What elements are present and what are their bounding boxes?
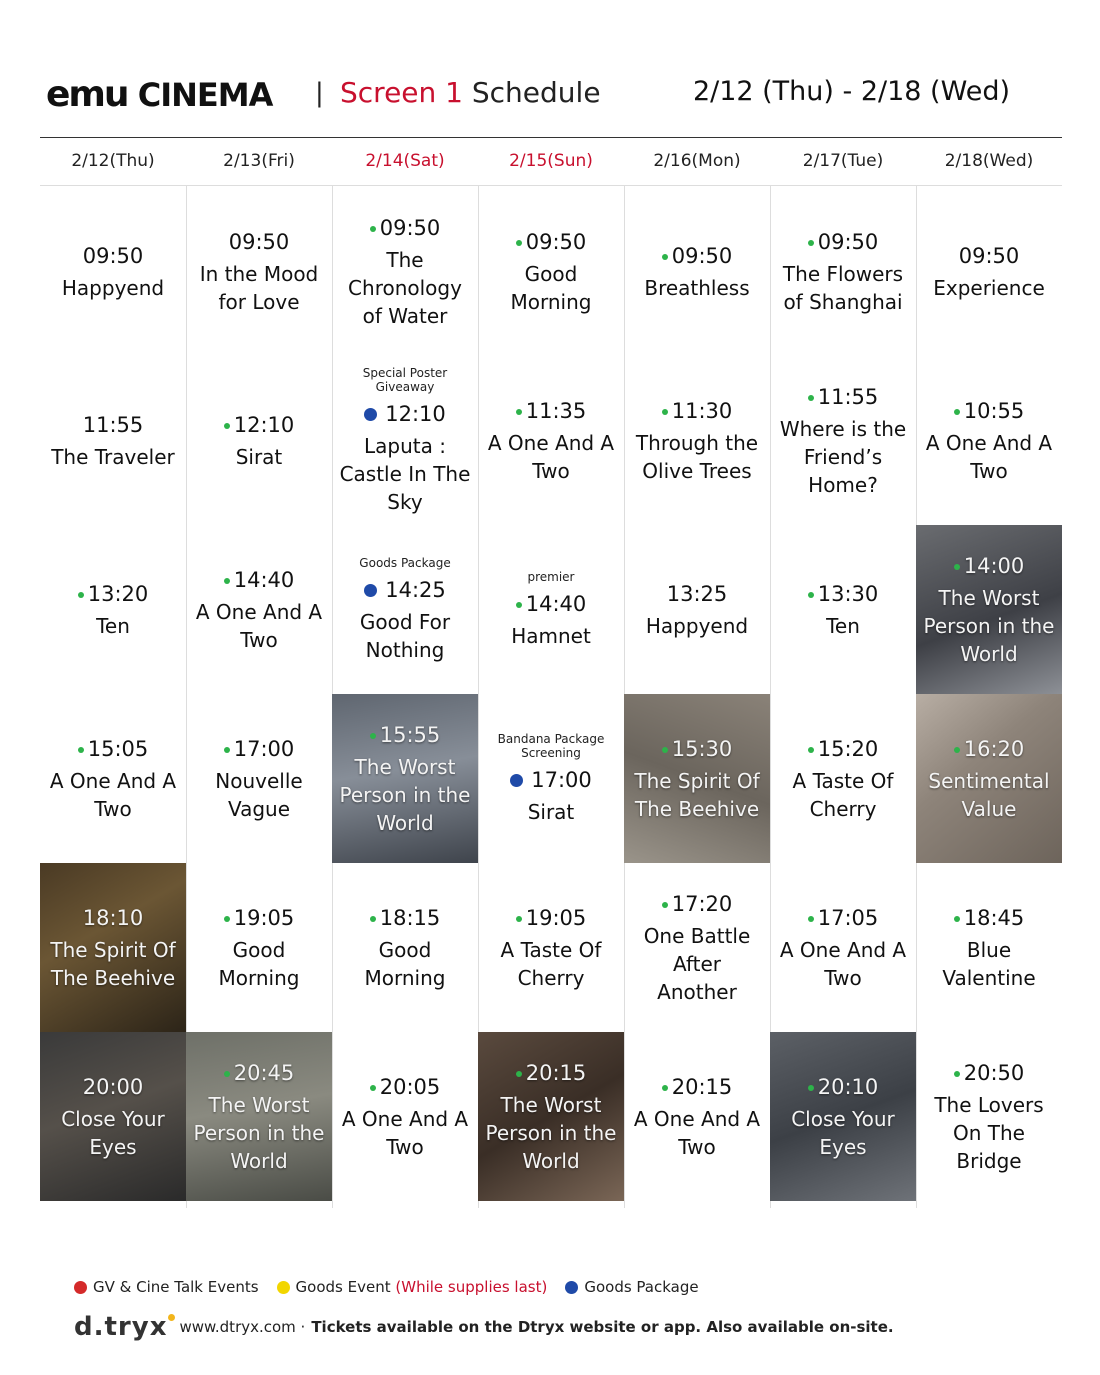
showtime-cell[interactable] — [624, 1032, 770, 1201]
green-dot-icon — [516, 602, 522, 608]
movie-title: A One And A Two — [779, 937, 907, 990]
showtime: 19:05 — [525, 905, 587, 930]
showtime: 20:50 — [963, 1060, 1025, 1085]
movie-title: A Taste Of Cherry — [500, 937, 602, 990]
green-dot-icon — [224, 578, 230, 584]
showtime-cell[interactable] — [478, 863, 624, 1032]
showtime-cell[interactable] — [478, 525, 624, 694]
showtime: 14:40 — [233, 567, 295, 592]
footer-url[interactable]: www.dtryx.com · — [179, 1318, 306, 1336]
green-dot-icon — [954, 747, 960, 753]
showtime-cell[interactable] — [624, 863, 770, 1032]
event-note: Special Poster Giveaway — [362, 365, 448, 394]
showtime: 16:20 — [963, 736, 1025, 761]
showtime: 17:00 — [233, 736, 295, 761]
showtime: 11:35 — [525, 398, 587, 423]
movie-title: The Worst Person in the World — [923, 585, 1055, 666]
showtime-cell[interactable] — [478, 187, 624, 356]
showtime-cell[interactable] — [770, 187, 916, 356]
showtime-cell[interactable] — [478, 356, 624, 525]
green-dot-icon — [78, 747, 84, 753]
movie-title: A One And A Two — [49, 768, 177, 821]
green-dot-icon — [516, 409, 522, 415]
showtime-cell[interactable] — [770, 356, 916, 525]
showtime-cell[interactable] — [332, 1032, 478, 1201]
showtime: 18:15 — [379, 905, 441, 930]
schedule-grid — [40, 138, 1062, 1208]
dtryx-logo: d.tryx — [74, 1312, 167, 1342]
movie-title: The Lovers On The Bridge — [934, 1092, 1044, 1173]
movie-title: A Taste Of Cherry — [792, 768, 894, 821]
day-header: 2/16(Mon) — [653, 151, 741, 171]
showtime: 15:55 — [379, 722, 441, 747]
showtime-cell[interactable] — [916, 525, 1062, 694]
schedule-header — [40, 70, 1062, 118]
showtime: 20:00 — [82, 1074, 144, 1099]
header-separator: | — [315, 78, 324, 108]
movie-title: The Spirit Of The Beehive — [634, 768, 760, 821]
green-dot-icon — [954, 564, 960, 570]
legend — [74, 1278, 717, 1296]
showtime: 17:05 — [817, 905, 879, 930]
movie-title: Good For Nothing — [359, 609, 451, 662]
movie-title: A One And A Two — [195, 599, 323, 652]
logo-word: CINEMA — [137, 76, 273, 114]
showtime-cell[interactable] — [40, 525, 186, 694]
showtime-cell[interactable] — [332, 356, 478, 525]
movie-title: Good Morning — [364, 937, 446, 990]
green-dot-icon — [370, 226, 376, 232]
movie-title: The Worst Person in the World — [339, 754, 471, 835]
showtime: 20:05 — [379, 1074, 441, 1099]
movie-title: A One And A Two — [925, 430, 1053, 483]
movie-title: The Worst Person in the World — [485, 1092, 617, 1173]
logo-dot-icon — [168, 1314, 175, 1321]
green-dot-icon — [78, 592, 84, 598]
day-header: 2/18(Wed) — [944, 151, 1034, 171]
showtime: 20:45 — [233, 1060, 295, 1085]
showtime-cell[interactable] — [478, 1032, 624, 1201]
showtime-cell[interactable] — [40, 863, 186, 1032]
green-dot-icon — [662, 254, 668, 260]
screen-label: Screen 1 — [340, 76, 463, 109]
showtime: 14:25 — [385, 577, 446, 602]
movie-title: Hamnet — [511, 623, 591, 648]
showtime-cell[interactable] — [624, 187, 770, 356]
green-dot-icon — [224, 423, 230, 429]
movie-title: The Spirit Of The Beehive — [50, 937, 176, 990]
showtime-cell[interactable] — [624, 356, 770, 525]
event-note: premier — [527, 569, 575, 584]
showtime: 17:20 — [671, 891, 733, 916]
day-header: 2/14(Sat) — [365, 151, 445, 171]
goods-package-dot-icon — [364, 408, 377, 421]
movie-title: Happyend — [645, 613, 749, 638]
green-dot-icon — [808, 747, 814, 753]
green-dot-icon — [808, 240, 814, 246]
logo-brand: emu — [46, 74, 128, 115]
showtime: 09:50 — [958, 243, 1020, 268]
movie-title: The Traveler — [51, 444, 175, 469]
movie-title: A One And A Two — [487, 430, 615, 483]
legend-item-events: GV & Cine Talk Events — [74, 1278, 259, 1296]
green-dot-icon — [516, 240, 522, 246]
event-note: Bandana Package Screening — [497, 731, 605, 760]
green-dot-icon — [370, 733, 376, 739]
showtime: 09:50 — [82, 243, 144, 268]
movie-title: Happyend — [61, 275, 165, 300]
green-dot-icon — [954, 409, 960, 415]
movie-title: Experience — [933, 275, 1045, 300]
showtime: 20:10 — [817, 1074, 879, 1099]
green-dot-icon — [224, 747, 230, 753]
movie-title: Sirat — [235, 444, 283, 469]
showtime: 20:15 — [671, 1074, 733, 1099]
day-header: 2/13(Fri) — [223, 151, 295, 171]
showtime: 11:55 — [817, 384, 879, 409]
showtime-cell[interactable] — [332, 187, 478, 356]
movie-title: Good Morning — [510, 261, 592, 314]
day-header: 2/12(Thu) — [71, 151, 155, 171]
showtime-cell[interactable] — [186, 694, 332, 863]
yellow-dot-icon — [277, 1281, 290, 1294]
movie-title: Nouvelle Vague — [215, 768, 303, 821]
showtime: 15:30 — [671, 736, 733, 761]
showtime-cell[interactable] — [332, 694, 478, 863]
showtime-cell[interactable] — [332, 525, 478, 694]
green-dot-icon — [808, 916, 814, 922]
movie-title: The Chronology of Water — [348, 247, 462, 328]
showtime-cell[interactable] — [40, 694, 186, 863]
showtime-cell[interactable] — [186, 863, 332, 1032]
showtime-cell[interactable] — [186, 356, 332, 525]
green-dot-icon — [808, 592, 814, 598]
showtime: 18:10 — [82, 905, 144, 930]
showtime-cell[interactable] — [186, 525, 332, 694]
showtime-cell[interactable] — [916, 187, 1062, 356]
showtime: 09:50 — [817, 229, 879, 254]
showtime: 13:25 — [666, 581, 728, 606]
green-dot-icon — [370, 1085, 376, 1091]
showtime: 14:40 — [525, 591, 587, 616]
day-header: 2/17(Tue) — [802, 151, 884, 171]
green-dot-icon — [224, 1071, 230, 1077]
showtime-cell[interactable] — [916, 863, 1062, 1032]
movie-title: Good Morning — [218, 937, 300, 990]
showtime: 09:50 — [525, 229, 587, 254]
legend-item-goods-event: Goods Event (While supplies last) — [277, 1278, 548, 1296]
movie-title: A One And A Two — [633, 1106, 761, 1159]
showtime-cell[interactable] — [332, 863, 478, 1032]
showtime-cell[interactable] — [40, 1032, 186, 1201]
movie-title: Close Your Eyes — [791, 1106, 895, 1159]
green-dot-icon — [662, 409, 668, 415]
movie-title: Through the Olive Trees — [635, 430, 759, 483]
red-dot-icon — [74, 1281, 87, 1294]
movie-title: Close Your Eyes — [61, 1106, 165, 1159]
movie-title: Breathless — [644, 275, 750, 300]
movie-title: Sirat — [527, 799, 575, 824]
showtime: 12:10 — [233, 412, 295, 437]
day-header: 2/15(Sun) — [509, 151, 593, 171]
showtime-cell[interactable] — [40, 187, 186, 356]
green-dot-icon — [954, 1071, 960, 1077]
goods-package-dot-icon — [510, 774, 523, 787]
showtime-cell[interactable] — [186, 187, 332, 356]
showtime-cell[interactable] — [186, 1032, 332, 1201]
showtime: 20:15 — [525, 1060, 587, 1085]
green-dot-icon — [516, 916, 522, 922]
movie-title: One Battle After Another — [643, 923, 751, 1004]
movie-title: The Worst Person in the World — [193, 1092, 325, 1173]
legend-item-goods-package: Goods Package — [565, 1278, 698, 1296]
showtime-cell[interactable] — [770, 525, 916, 694]
movie-title: A One And A Two — [341, 1106, 469, 1159]
green-dot-icon — [370, 916, 376, 922]
showtime: 13:30 — [817, 581, 879, 606]
goods-package-dot-icon — [364, 584, 377, 597]
movie-title: Ten — [96, 613, 130, 638]
cinema-logo — [46, 74, 272, 115]
showtime: 13:20 — [87, 581, 149, 606]
movie-title: Ten — [826, 613, 860, 638]
showtime: 19:05 — [233, 905, 295, 930]
date-range: 2/12 (Thu) - 2/18 (Wed) — [692, 76, 1010, 107]
movie-title: Laputa : Castle In The Sky — [339, 433, 471, 514]
movie-title: Blue Valentine — [942, 937, 1036, 990]
blue-dot-icon — [565, 1281, 578, 1294]
green-dot-icon — [662, 1085, 668, 1091]
showtime-cell[interactable] — [916, 356, 1062, 525]
showtime-cell[interactable] — [624, 694, 770, 863]
showtime: 11:30 — [671, 398, 733, 423]
showtime: 09:50 — [671, 243, 733, 268]
green-dot-icon — [224, 916, 230, 922]
showtime-cell[interactable] — [916, 694, 1062, 863]
movie-title: The Flowers of Shanghai — [782, 261, 904, 314]
header-divider — [40, 185, 1062, 186]
showtime: 09:50 — [228, 229, 290, 254]
showtime: 14:00 — [963, 553, 1025, 578]
green-dot-icon — [516, 1071, 522, 1077]
showtime: 11:55 — [82, 412, 144, 437]
showtime-cell[interactable] — [916, 1032, 1062, 1201]
tickets-info: Tickets available on the Dtryx website or app. Also available on-site. — [311, 1318, 894, 1336]
movie-title: Sentimental Value — [928, 768, 1050, 821]
showtime-cell[interactable] — [770, 863, 916, 1032]
green-dot-icon — [954, 916, 960, 922]
showtime: 15:20 — [817, 736, 879, 761]
showtime: 17:00 — [531, 767, 592, 792]
schedule-label: Schedule — [471, 76, 601, 109]
showtime: 15:05 — [87, 736, 149, 761]
showtime: 18:45 — [963, 905, 1025, 930]
green-dot-icon — [808, 395, 814, 401]
showtime: 09:50 — [379, 215, 441, 240]
event-note: Goods Package — [359, 555, 451, 570]
showtime-cell[interactable] — [624, 525, 770, 694]
showtime-cell[interactable] — [478, 694, 624, 863]
footer — [74, 1312, 894, 1342]
page-title — [340, 76, 601, 109]
green-dot-icon — [808, 1085, 814, 1091]
showtime-cell[interactable] — [770, 694, 916, 863]
showtime-cell[interactable] — [770, 1032, 916, 1201]
movie-title: In the Mood for Love — [199, 261, 319, 314]
showtime-cell[interactable] — [40, 356, 186, 525]
green-dot-icon — [662, 902, 668, 908]
showtime: 12:10 — [385, 401, 446, 426]
movie-title: Where is the Friend’s Home? — [779, 416, 907, 497]
showtime: 10:55 — [963, 398, 1025, 423]
green-dot-icon — [662, 747, 668, 753]
